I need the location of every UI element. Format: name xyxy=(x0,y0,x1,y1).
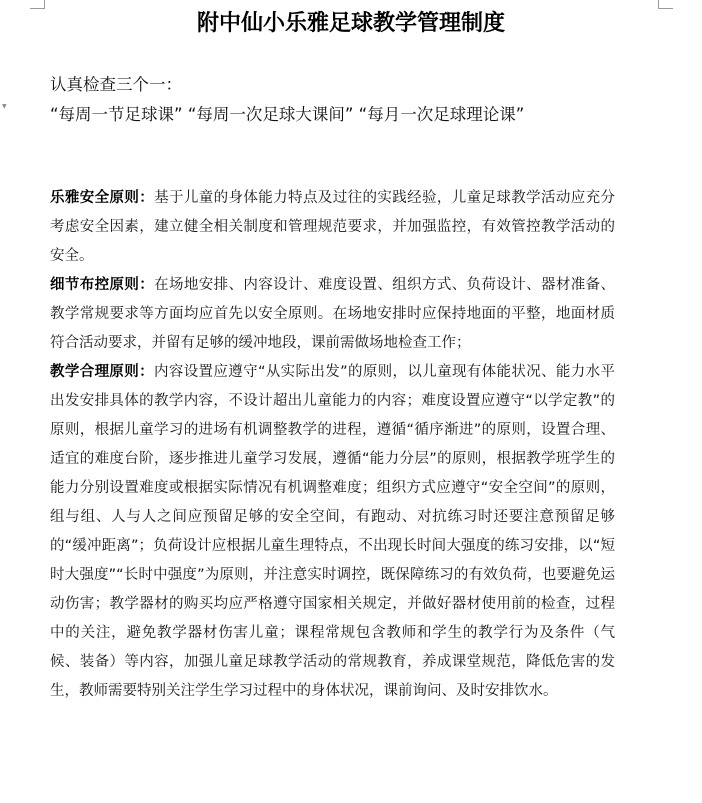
paragraph-teaching-principle xyxy=(50,358,615,706)
document-title: 附中仙小乐雅足球教学管理制度 xyxy=(196,11,505,36)
subheading: 认真检查三个一： xyxy=(50,75,182,94)
paragraph-detail-control-principle xyxy=(50,271,615,358)
collapse-arrow-icon[interactable]: ▼ xyxy=(2,103,7,110)
document-body xyxy=(50,184,615,706)
paragraph-text: 在场地安排、内容设计、难度设置、组织方式、负荷设计、器材准备、教学常规要求等方面均应首先以安全原则。在场地安排时应保持地面的平整，地面材质符合活动要求，并留有足够的缓冲地段，课前需做场地检查工作； xyxy=(50,277,616,351)
paragraph-label: 细节布控原则： xyxy=(50,277,155,293)
paragraph-text: 基于儿童的身体能力特点及过往的实践经验，儿童足球教学活动应充分考虑安全因素，建立健全相关制度和管理规范要求，并加强监控，有效管控教学活动的安全。 xyxy=(50,190,616,264)
paragraph-label: 教学合理原则： xyxy=(50,364,154,380)
paragraph-safety-principle xyxy=(50,184,615,271)
paragraph-text: 内容设置应遵守“从实际出发”的原则，以儿童现有体能状况、能力水平出发安排具体的教学内容，不设计超出儿童能力的内容；难度设置应遵守“以学定教”的原则，根据儿童学习的进场有机调整教学的进程，遵循“循序渐进”的原则，设置合理、适宜的难度台阶，逐步推进儿童学习发展，遵循“能力分层”的原则，根据教学班学生的能力分别设置难度或根据实际情况有机调整难度；组织方式应遵守“安全空间”的原则，组与组、人与人之间应预留足够的安全空间，有跑动、对抗练习时还要注意预留足够的“缓冲距离”；负荷设计应根据儿童生理特点，不出现长时间大强度的练习安排，以“短时大强度”“长时中强度”为原则，并注意实时调控，既保障练习的有效负荷，也要避免运动伤害；教学器材的购买均应严格遵守国家相关规定，并做好器材使用前的检查，过程中的关注，避免教学器材伤害儿童；课程常规包含教师和学生的教学行为及条件（气候、装备）等内容，加强儿童足球教学活动的常规教育，养成课堂规范，降低危害的发生，教师需要特别关注学生学习过程中的身体状况，课前询问、及时安排饮水。 xyxy=(50,364,615,699)
paragraph-label: 乐雅安全原则： xyxy=(50,190,155,206)
three-ones-line: “每周一节足球课” “每周一次足球大课间” “每月一次足球理论课” xyxy=(50,105,525,124)
